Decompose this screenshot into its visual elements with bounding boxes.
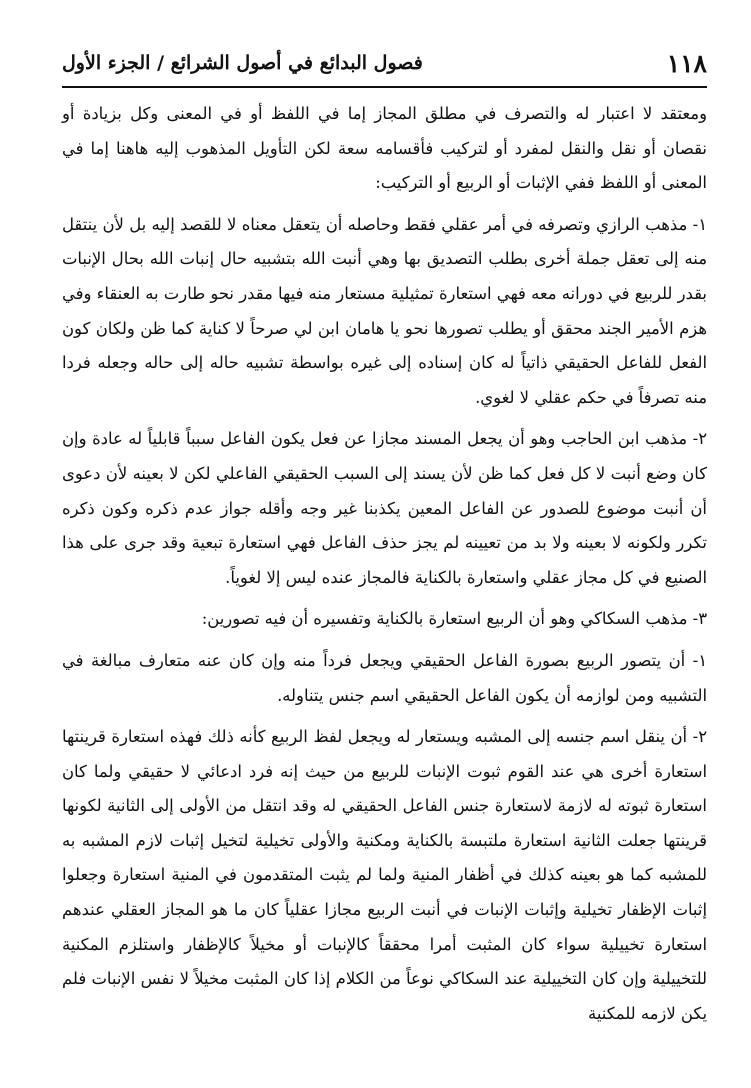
paragraph-ibn-hajib: ٢- مذهب ابن الحاجب وهو أن يجعل المسند مجازا عن فعل يكون الفاعل سبباً قابلياً له عادة وإن كان وضع أنبت لا كل فعل كما ظن لأن يسند إلى السبب الحقيقي الفاعلي لكن لا بعينه لأن دعوى أن أنبت موضوع للصدور عن الفاعل المعين يكذبنا غير وجه وأقله جواز عدم ذكره وكون ذكره تكرر ولكونه لا بعينه ولا بد من تعيينه لم يجز حذف الفاعل فهي استعارة تبعية وقد جرى على هذا الصنيع في كل مجاز عقلي واستعارة بالكناية فالمجاز عنده ليس إلا لغوياً. bbox=[62, 429, 707, 587]
page-number: ١١٨ bbox=[666, 48, 707, 78]
page-header bbox=[62, 44, 707, 82]
paragraph-intro: ومعتقد لا اعتبار له والتصرف في مطلق المجاز إما في اللفظ أو في المعنى وكل بزيادة أو نقصان أو نقل والنقل لمفرد أو لتركيب فأقسامه سعة لكن التأويل المذهوب إليه هاهنا إما في المعنى أو اللفظ ففي الإثبات أو الربيع أو التركيب: bbox=[62, 104, 707, 193]
running-title: فصول البدائع في أصول الشرائع / الجزء الأول bbox=[62, 52, 423, 74]
paragraph-sakkaki: ٣- مذهب السكاكي وهو أن الربيع استعارة بالكناية وتفسيره أن فيه تصورين: bbox=[201, 609, 707, 629]
paragraph-sakkaki-point-2: ٢- أن ينقل اسم جنسه إلى المشبه ويستعار له ويجعل لفظ الربيع كأنه ذلك فهذه استعارة قرينتها استعارة أخرى هي عند القوم ثبوت الإنبات للربيع من حيث إنه فرد ادعائي لا حقيقي ولما كان استعارة ثبوته له لازمة لاستعارة جنس الفاعل الحقيقي له وقد انتقل من الأولى إلى الثانية لكونها قرينتها جعلت الثانية استعارة ملتبسة بالكناية ومكنية والأولى تخيلية لتخيل إثبات لازم المشبه به للمشبه كما هو بعينه كذلك في أظفار المنية ولما لم يثبت المتقدمون في المنية استعارة وجعلوا إثبات الإظفار تخيلية وإثبات الإنبات في أنبت الربيع مجازا عقلياً كان ما هو المجاز العقلي عندهم استعارة تخييلية سواء كان المثبت أمرا محققاً كالإنبات أو مخيلاً كالإظفار واستلزم المكنية للتخييلية وإن كان التخييلية عند السكاكي نوعاً من الكلام إذا كان المثبت مخيلاً لا نفس الإنبات فلم يكن لازمه للمكنية bbox=[62, 727, 707, 1023]
paragraph-sakkaki-point-1: ١- أن يتصور الربيع بصورة الفاعل الحقيقي ويجعل فرداً منه وإن كان عنه متعارف مبالغة في التشبيه ومن لوازمه أن يكون الفاعل الحقيقي اسم جنس يتناوله. bbox=[62, 650, 707, 705]
paragraph-razi: ١- مذهب الرازي وتصرفه في أمر عقلي فقط وحاصله أن يتعقل معناه لا للقصد إليه بل لأن ينتقل منه إلى تعقل جملة أخرى بطلب التصديق بها وهي أنبت الله بتشبيه حال إنبات الله بحال الإنبات بقدر للربيع في دورانه معه فهي استعارة تمثيلية مستعار منه فيها مقدر نحو طارت به العنقاء وفي هزم الأمير الجند محقق أو يطلب تصورها نحو يا هامان ابن لي صرحاً لا كناية كما ظن ولكان كون الفعل للفاعل الحقيقي ذاتياً له كان إسناده إلى غيره بواسطة تشبيه حاله إلى حاله وجعله فردا منه تصرفاً في حكم عقلي لا لغوي. bbox=[62, 214, 707, 407]
page-body bbox=[62, 97, 707, 1038]
header-rule bbox=[62, 86, 707, 88]
